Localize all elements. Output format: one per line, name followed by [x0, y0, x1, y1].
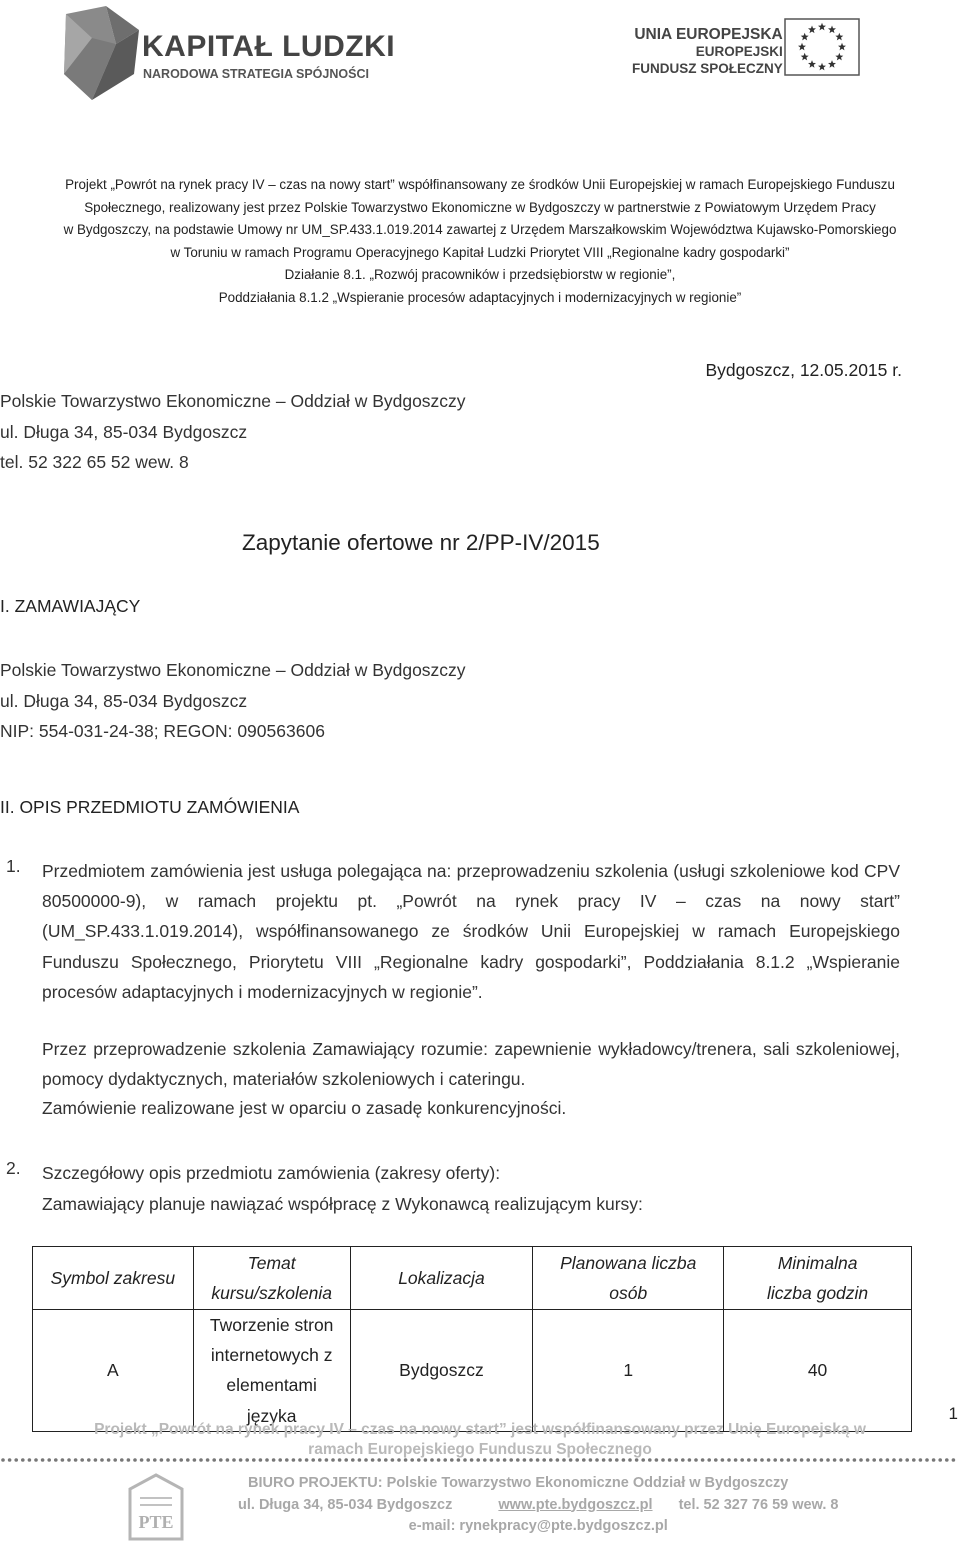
courses-table [32, 1246, 912, 1432]
column-header: Temat kursu/szkolenia [193, 1247, 350, 1310]
column-header: Minimalna liczba godzin [724, 1247, 912, 1310]
eu-logo-line-3: FUNDUSZ SPOŁECZNY [632, 61, 783, 76]
sender-line: tel. 52 322 65 52 wew. 8 [0, 452, 189, 472]
column-header: Symbol zakresu [33, 1247, 194, 1310]
pte-logo-icon [126, 1472, 186, 1542]
item-1-paragraph-2 [42, 1035, 900, 1124]
eu-logo-line-2: EUROPEJSKI [695, 44, 783, 59]
sender-line: Polskie Towarzystwo Ekonomiczne – Oddział w Bydgoszczy [0, 391, 466, 411]
project-info [0, 174, 960, 310]
sender-address [0, 386, 466, 478]
item-2-line-1: Szczegółowy opis przedmiotu zamówienia (zakresy oferty): [42, 1163, 501, 1183]
ordering-party-line: NIP: 554-031-24-38; REGON: 090563606 [0, 721, 325, 741]
item-1-competition-rule: Zamówienie realizowane jest w oparciu o zasadę konkurencyjności. [42, 1098, 567, 1118]
column-header: Planowana liczba osób [533, 1247, 724, 1310]
section-2-heading: II. OPIS PRZEDMIOTU ZAMÓWIENIA [0, 797, 300, 817]
table-header-row [33, 1247, 912, 1310]
table-cell: Tworzenie stron internetowych z elementami języka [193, 1310, 350, 1432]
table-cell: Bydgoszcz [350, 1310, 533, 1432]
footer-email[interactable]: e-mail: rynekpracy@pte.bydgoszcz.pl [408, 1518, 668, 1534]
ordering-party [0, 655, 466, 747]
section-1-heading: I. ZAMAWIAJĄCY [0, 596, 141, 616]
item-1-number: 1. [6, 856, 21, 876]
pte-logo-text: PTE [138, 1512, 174, 1532]
item-1-text: Przedmiotem zamówienia jest usługa polegająca na: przeprowadzeniu szkolenia (usługi szkoleniowe kod CPV 80500000-9), w ramach projektu pt. „Powrót na rynek pracy IV – czas na nowy start” (UM_SP.433.1.019.2014), współfinansowanego ze środków Unii Europejskiej w ramach Europejskiego Funduszu Społecznego, Priorytetu VIII „Regionalne kadry gospodarki”, Poddziałania 8.1.2 „Wspieranie procesów adaptacyjnych i modernizacyjnych w regionie”. [42, 861, 900, 1002]
dotted-divider [0, 1457, 960, 1463]
eu-logo-text [632, 26, 783, 77]
table-cell: 40 [724, 1310, 912, 1432]
ordering-party-line: Polskie Towarzystwo Ekonomiczne – Oddział w Bydgoszczy [0, 660, 466, 680]
footer-project-line-2: ramach Europejskiego Funduszu Społecznego [308, 1441, 652, 1458]
item-2-number: 2. [6, 1158, 21, 1178]
project-info-line: Społecznego, realizowany jest przez Polskie Towarzystwo Ekonomiczne w Bydgoszczy w partnerstwie z Powiatowym Urzędem Pracy [84, 199, 876, 215]
footer-contact-row [238, 1495, 838, 1517]
item-2-line-2: Zamawiający planuje nawiązać współpracę z Wykonawcą realizującym kursy: [42, 1193, 643, 1214]
footer-address: ul. Długa 34, 85-034 Bydgoszcz [238, 1496, 453, 1513]
footer-contact [238, 1473, 838, 1538]
footer-office: BIURO PROJEKTU: Polskie Towarzystwo Ekonomiczne Oddział w Bydgoszczy [248, 1475, 789, 1491]
document-title: Zapytanie ofertowe nr 2/PP-IV/2015 [242, 530, 600, 555]
footer-project-line-1: Projekt „Powrót na rynek pracy IV – czas na nowy start” jest współfinansowany przez Unię Europejską w [94, 1421, 866, 1438]
item-2-text [42, 1158, 900, 1219]
project-info-line: Projekt „Powrót na rynek pracy IV – czas na nowy start” współfinansowany ze środków Unii Europejskiej w ramach Europejskiego Funduszu [65, 177, 895, 192]
table-row [33, 1310, 912, 1432]
sender-line: ul. Długa 34, 85-034 Bydgoszcz [0, 421, 248, 442]
item-1-training-scope: Przez przeprowadzenie szkolenia Zamawiający rozumie: zapewnienie wykładowcy/trenera, sali szkoleniowej, pomocy dydaktycznych, materiałów szkoleniowych i cateringu. [42, 1039, 900, 1089]
footer-project-info [0, 1420, 960, 1460]
project-info-line: Poddziałania 8.1.2 „Wspieranie procesów adaptacyjnych i modernizacyjnych w regionie” [218, 289, 742, 305]
project-info-line: w Toruniu w ramach Programu Operacyjnego Kapitał Ludzki Priorytet VIII „Regionalne kadry gospodarki” [170, 244, 790, 260]
eu-flag-icon [784, 18, 860, 76]
table-cell: 1 [533, 1310, 724, 1432]
kapital-ludzki-title: KAPITAŁ LUDZKI [142, 30, 396, 63]
document-date: Bydgoszcz, 12.05.2015 r. [705, 360, 902, 380]
footer-website-link[interactable]: www.pte.bydgoszcz.pl [498, 1496, 653, 1513]
column-header: Lokalizacja [350, 1247, 533, 1310]
kapital-ludzki-subtitle: NARODOWA STRATEGIA SPÓJNOŚCI [143, 67, 369, 81]
ordering-party-line: ul. Długa 34, 85-034 Bydgoszcz [0, 690, 248, 711]
project-info-line: w Bydgoszczy, na podstawie Umowy nr UM_SP.433.1.019.2014 zawartej z Urzędem Marszałkowskim Województwa Kujawsko-Pomorskiego [63, 222, 897, 238]
page-number: 1 [948, 1404, 958, 1423]
eu-logo-line-1: UNIA EUROPEJSKA [634, 26, 783, 43]
footer-phone: tel. 52 327 76 59 wew. 8 [678, 1496, 839, 1513]
table-cell: A [33, 1310, 194, 1432]
project-info-line: Działanie 8.1. „Rozwój pracowników i przedsiębiorstw w regionie”, [284, 267, 676, 283]
